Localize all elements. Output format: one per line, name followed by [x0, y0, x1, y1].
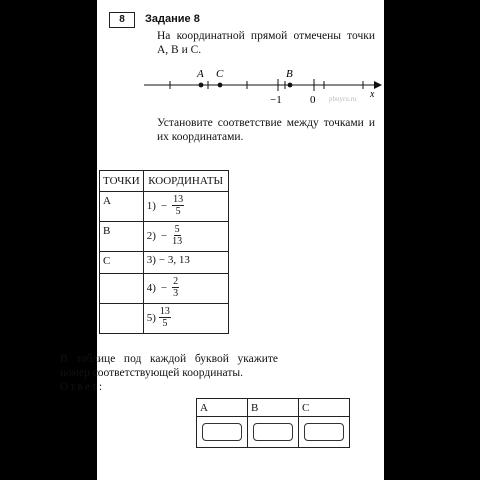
- after-table-text: В таблице под каждой буквой укажите номер соответствующей координаты.: [60, 353, 278, 379]
- answer-input-a[interactable]: [202, 423, 242, 441]
- axis-label: x: [370, 89, 375, 100]
- table-row: [100, 304, 229, 334]
- table-row: [100, 274, 229, 304]
- point-a-dot: [199, 83, 204, 88]
- point-cell: A: [100, 192, 144, 222]
- point-c-dot: [218, 83, 223, 88]
- point-b-dot: [288, 83, 293, 88]
- intro-text: На координатной прямой отмечены точки A, B и C.: [157, 30, 375, 56]
- answer-input-row: [197, 417, 350, 448]
- tick-label-zero: 0: [310, 94, 316, 106]
- answer-header-b: B: [248, 399, 299, 417]
- answer-label: Ответ:: [60, 381, 105, 393]
- point-cell: B: [100, 222, 144, 252]
- coordinate-option-5: 5) $\frac{13}{5}$: [143, 304, 228, 334]
- answer-input-b[interactable]: [253, 423, 293, 441]
- coordinate-option-3: 3) − 3, 13: [143, 252, 228, 274]
- instruction-text: Установите соответствие между точками и их координатами.: [157, 117, 375, 143]
- number-line: [142, 65, 382, 111]
- point-cell: C: [100, 252, 144, 274]
- table-row: [100, 222, 229, 252]
- tick-label-minus-one: −1: [270, 94, 282, 106]
- answer-header-a: A: [197, 399, 248, 417]
- answer-table: [196, 398, 350, 448]
- watermark: pbuyru.ru: [329, 95, 357, 103]
- coordinate-option-2: 2) − $\frac{5}{13}$: [143, 222, 228, 252]
- point-c-label: C: [216, 68, 224, 80]
- header-coordinates: КООРДИНАТЫ: [143, 171, 228, 192]
- header-points: ТОЧКИ: [100, 171, 144, 192]
- task-number-badge: 8: [109, 12, 135, 28]
- axis-arrow-icon: [374, 81, 382, 89]
- table-row: [100, 252, 229, 274]
- task-title: Задание 8: [145, 13, 200, 25]
- answer-header-row: [197, 399, 350, 417]
- point-a-label: A: [197, 68, 204, 80]
- coordinate-option-4: 4) − $\frac{2}{3}$: [143, 274, 228, 304]
- point-b-label: B: [286, 68, 293, 80]
- point-cell: [100, 274, 144, 304]
- point-cell: [100, 304, 144, 334]
- answer-header-c: C: [299, 399, 350, 417]
- matching-table: [99, 170, 229, 334]
- coordinate-option-1: 1) − $\frac{13}{5}$: [143, 192, 228, 222]
- answer-input-c[interactable]: [304, 423, 344, 441]
- matching-table-header-row: [100, 171, 229, 192]
- table-row: [100, 192, 229, 222]
